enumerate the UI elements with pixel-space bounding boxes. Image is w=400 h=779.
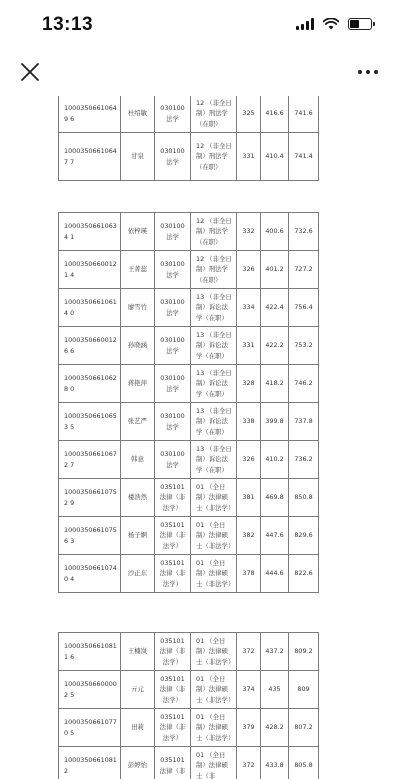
- table-row: [59, 403, 319, 441]
- cell-s3: 737.8: [289, 403, 319, 441]
- cell-s3: 829.6: [289, 517, 319, 555]
- cell-major: 030100 法学: [155, 365, 191, 403]
- cell-s1: 325: [237, 96, 261, 133]
- cell-s3: 741.4: [289, 133, 319, 181]
- cell-direction: 01 （全日制）法律硕士（非法学）: [191, 479, 237, 517]
- cell-name: 孙晓涵: [121, 327, 155, 365]
- cell-id: 10003506600002 5: [59, 671, 121, 709]
- cell-s2: 400.6: [261, 213, 289, 251]
- close-icon: [16, 58, 44, 86]
- cell-s3: 746.2: [289, 365, 319, 403]
- status-icons: [296, 18, 372, 30]
- cell-s3: 809.2: [289, 633, 319, 671]
- cell-s1: 378: [237, 555, 261, 593]
- cell-s1: 326: [237, 441, 261, 479]
- cell-s1: 326: [237, 251, 261, 289]
- cell-s2: 444.6: [261, 555, 289, 593]
- cell-name: 王楠岚: [121, 633, 155, 671]
- cell-direction: 13 （非全日制）诉讼法学（在职）: [191, 403, 237, 441]
- table-row: [59, 671, 319, 709]
- cell-major: 030100 法学: [155, 96, 191, 133]
- cell-direction: 01 （全日制）法律硕士（非法学）: [191, 709, 237, 747]
- cell-id: 10003506610740 4: [59, 555, 121, 593]
- cell-direction: 12 （非全日制）刑法学（在职）: [191, 213, 237, 251]
- cell-direction: 01 （全日制）法律硕士（非法学）: [191, 671, 237, 709]
- cell-s3: 756.4: [289, 289, 319, 327]
- wifi-icon: [323, 18, 339, 30]
- score-table-group-3: [58, 632, 319, 779]
- cell-id: 10003506610752 9: [59, 479, 121, 517]
- cell-s3: 753.2: [289, 327, 319, 365]
- table-row: [59, 441, 319, 479]
- cell-direction: 01 （全日制）法律硕士（非法学）: [191, 633, 237, 671]
- cell-s3: 741.6: [289, 96, 319, 133]
- cell-name: 甘泉: [121, 133, 155, 181]
- cell-direction: 13 （非全日制）诉讼法学（在职）: [191, 441, 237, 479]
- cell-direction: 01 （全日制）法律硕士（非法学）: [191, 517, 237, 555]
- cell-id: 10003506610672 7: [59, 441, 121, 479]
- cell-direction: 01 （全日制）法律硕士（非: [191, 747, 237, 779]
- cell-s1: 331: [237, 327, 261, 365]
- cell-direction: 12 （非全日制）刑法学（在职）: [191, 251, 237, 289]
- cell-direction: 12 （非全日制）刑法学（在职）: [191, 133, 237, 181]
- cell-s3: 736.2: [289, 441, 319, 479]
- cell-id: 10003506610649 6: [59, 96, 121, 133]
- cell-name: 依梓瑛: [121, 213, 155, 251]
- cellular-signal-icon: [296, 18, 314, 30]
- status-time: 13:13: [42, 14, 94, 35]
- cell-s2: 447.6: [261, 517, 289, 555]
- cell-s3: 850.8: [289, 479, 319, 517]
- nav-bar: [0, 48, 400, 96]
- cell-name: 田莉: [121, 709, 155, 747]
- cell-s1: 374: [237, 671, 261, 709]
- cell-s1: 379: [237, 709, 261, 747]
- cell-s1: 381: [237, 479, 261, 517]
- cell-s2: 435: [261, 671, 289, 709]
- table-row: [59, 251, 319, 289]
- table-row: [59, 365, 319, 403]
- document-image: [0, 96, 400, 779]
- cell-major: 030100 法学: [155, 213, 191, 251]
- cell-id: 10003506610628 0: [59, 365, 121, 403]
- cell-direction: 12 （非全日制）刑法学（在职）: [191, 96, 237, 133]
- cell-name: 沙正东: [121, 555, 155, 593]
- cell-s1: 331: [237, 133, 261, 181]
- battery-icon: [348, 18, 372, 30]
- score-table-group-1: [58, 96, 319, 181]
- table-row: [59, 133, 319, 181]
- cell-major: 035101 法律（非法学）: [155, 555, 191, 593]
- cell-id: 10003506610770 5: [59, 709, 121, 747]
- cell-name: 蒋艳萍: [121, 365, 155, 403]
- cell-s2: 410.4: [261, 133, 289, 181]
- cell-s2: 437.2: [261, 633, 289, 671]
- cell-id: 10003506610647 7: [59, 133, 121, 181]
- table-row: [59, 633, 319, 671]
- table-row: [59, 747, 319, 779]
- cell-major: 030100 法学: [155, 251, 191, 289]
- cell-s2: 416.6: [261, 96, 289, 133]
- cell-s2: 469.8: [261, 479, 289, 517]
- table-row: [59, 555, 319, 593]
- cell-id: 10003506610811 6: [59, 633, 121, 671]
- table-row: [59, 213, 319, 251]
- table-row: [59, 479, 319, 517]
- cell-major: 035101 法律（非法学）: [155, 709, 191, 747]
- cell-id: 10003506610812: [59, 747, 121, 779]
- table-row: [59, 517, 319, 555]
- cell-name: 楼浩然: [121, 479, 155, 517]
- cell-id: 10003506600126 6: [59, 327, 121, 365]
- table-row: [59, 289, 319, 327]
- cell-name: 亓元: [121, 671, 155, 709]
- cell-s3: 727.2: [289, 251, 319, 289]
- cell-major: 035101 法律（非: [155, 747, 191, 779]
- close-button[interactable]: [16, 58, 44, 86]
- cell-id: 10003506610634 1: [59, 213, 121, 251]
- cell-name: 韩意: [121, 441, 155, 479]
- cell-major: 035101 法律（非法学）: [155, 671, 191, 709]
- cell-s1: 372: [237, 633, 261, 671]
- cell-s3: 809: [289, 671, 319, 709]
- cell-major: 035101 法律（非法学）: [155, 633, 191, 671]
- cell-direction: 13 （非全日制）诉讼法学（在职）: [191, 327, 237, 365]
- status-bar: [0, 0, 400, 48]
- cell-s2: 410.2: [261, 441, 289, 479]
- table-row: [59, 96, 319, 133]
- cell-s1: 382: [237, 517, 261, 555]
- cell-major: 030100 法学: [155, 327, 191, 365]
- cell-major: 030100 法学: [155, 441, 191, 479]
- more-options-button[interactable]: [354, 60, 382, 84]
- cell-major: 030100 法学: [155, 133, 191, 181]
- more-icon: [354, 60, 382, 84]
- cell-id: 10003506600121 4: [59, 251, 121, 289]
- cell-major: 030100 法学: [155, 403, 191, 441]
- cell-s2: 422.4: [261, 289, 289, 327]
- cell-id: 10003506610653 5: [59, 403, 121, 441]
- cell-s2: 418.2: [261, 365, 289, 403]
- table-row: [59, 709, 319, 747]
- cell-s3: 732.6: [289, 213, 319, 251]
- cell-name: 杜绍敏: [121, 96, 155, 133]
- table-row: [59, 327, 319, 365]
- cell-s3: 822.6: [289, 555, 319, 593]
- cell-s2: 399.8: [261, 403, 289, 441]
- cell-id: 10003506610756 3: [59, 517, 121, 555]
- cell-direction: 13 （非全日制）诉讼法学（在职）: [191, 289, 237, 327]
- cell-s1: 334: [237, 289, 261, 327]
- cell-s2: 433.8: [261, 747, 289, 779]
- cell-s1: 328: [237, 365, 261, 403]
- cell-s3: 807.2: [289, 709, 319, 747]
- cell-id: 10003506610614 0: [59, 289, 121, 327]
- cell-s1: 332: [237, 213, 261, 251]
- cell-s2: 428.2: [261, 709, 289, 747]
- cell-name: 杨子婀: [121, 517, 155, 555]
- cell-name: 王菁蕊: [121, 251, 155, 289]
- cell-s1: 338: [237, 403, 261, 441]
- cell-s1: 372: [237, 747, 261, 779]
- cell-name: 彭婷怡: [121, 747, 155, 779]
- cell-name: 张艺严: [121, 403, 155, 441]
- cell-direction: 01 （全日制）法律硕士（非法学）: [191, 555, 237, 593]
- cell-s2: 422.2: [261, 327, 289, 365]
- cell-s2: 401.2: [261, 251, 289, 289]
- cell-direction: 13 （非全日制）诉讼法学（在职）: [191, 365, 237, 403]
- cell-major: 035101 法律（非法学）: [155, 517, 191, 555]
- cell-s3: 805.8: [289, 747, 319, 779]
- cell-major: 035101 法律（非法学）: [155, 479, 191, 517]
- score-table-group-2: [58, 212, 319, 593]
- cell-major: 030100 法学: [155, 289, 191, 327]
- cell-name: 廖雪竹: [121, 289, 155, 327]
